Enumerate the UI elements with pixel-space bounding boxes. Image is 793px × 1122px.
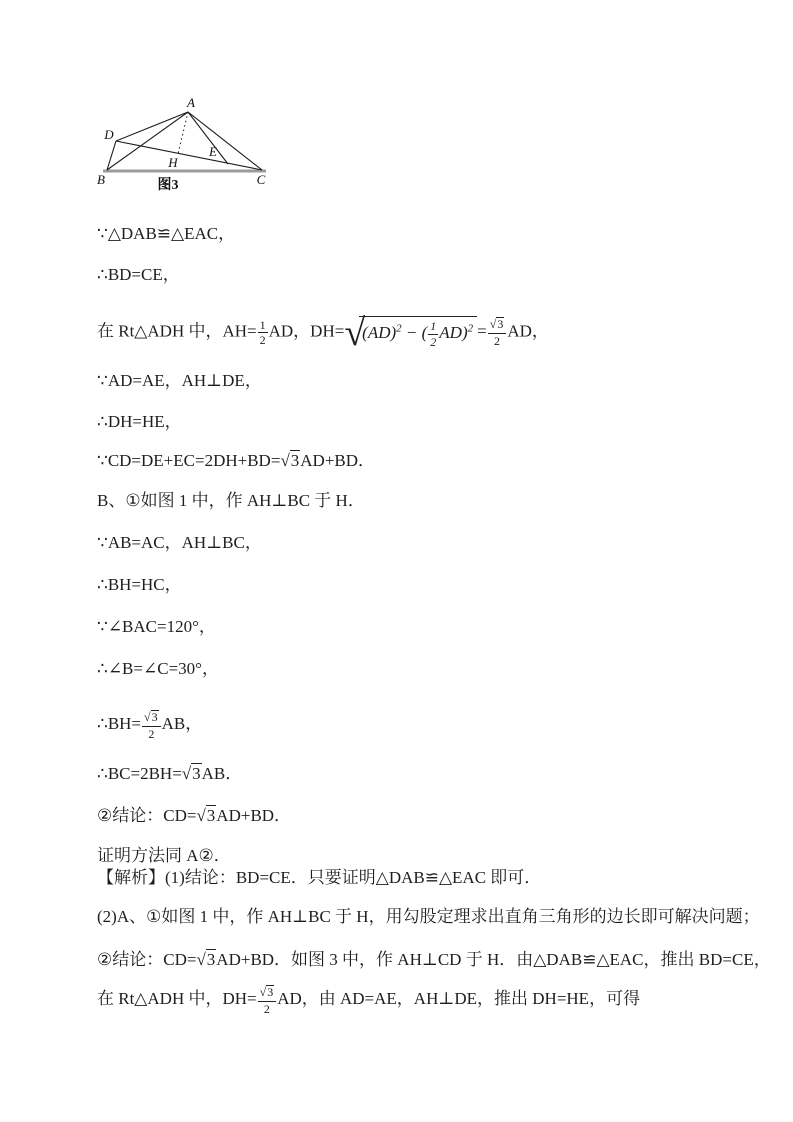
text-run: AB， bbox=[161, 714, 203, 734]
analysis-line-2: (2)A、①如图 1 中，作 AH⊥BC 于 H，用勾股定理求出直角三角形的边长即可解决问题； bbox=[97, 907, 760, 926]
radical-sign: √ bbox=[344, 311, 366, 354]
text-run: ∴BH= bbox=[97, 714, 142, 734]
text-run: AD， bbox=[507, 321, 549, 341]
fraction-one-half: $\frac{1}{2}$ bbox=[430, 319, 437, 349]
vertex-label-e: E bbox=[209, 144, 217, 159]
geometry-figure bbox=[85, 88, 285, 198]
vertex-label-c: C bbox=[256, 172, 266, 187]
sqrt3: √3 bbox=[280, 451, 300, 470]
proof-line-9: ∴BH=HC， bbox=[97, 575, 182, 594]
text-run: AD+BD．如图 3 中，作 AH⊥CD 于 H．由△DAB≌△EAC，推出 BD=CE， bbox=[216, 950, 771, 969]
proof-line-4: ∵AD=AE，AH⊥DE， bbox=[97, 371, 262, 390]
proof-line-14 bbox=[97, 805, 291, 826]
sqrt3: √3 bbox=[196, 806, 216, 825]
text-run: ②结论：CD= bbox=[97, 806, 197, 825]
vertex-label-a: A bbox=[187, 95, 195, 110]
proof-line-2: ∴BD=CE， bbox=[97, 265, 180, 284]
text-run: 在 Rt△ADH 中，DH= bbox=[97, 989, 257, 1009]
fraction-sqrt3-over-2: $\frac{√3}{2}$ bbox=[142, 710, 161, 740]
text-run: ∴BC=2BH= bbox=[97, 764, 182, 783]
vertex-label-h: H bbox=[168, 155, 178, 170]
proof-line-11: ∴∠B=∠C=30°， bbox=[97, 659, 219, 678]
text-run: AD，DH= bbox=[268, 321, 345, 341]
segment-dc bbox=[116, 141, 262, 170]
proof-line-6 bbox=[97, 450, 375, 471]
proof-line-8: ∵AB=AC，AH⊥BC， bbox=[97, 533, 262, 552]
segment-bd bbox=[107, 141, 116, 170]
text-run: ②结论：CD= bbox=[97, 950, 197, 969]
text-run: AD+BD． bbox=[300, 451, 376, 470]
vertex-label-b: B bbox=[97, 172, 105, 187]
text-run: ∵CD=DE+EC=2DH+BD= bbox=[97, 451, 281, 470]
fraction-sqrt3-over-2: $\frac{√3}{2}$ bbox=[258, 985, 277, 1015]
segment-ad bbox=[116, 112, 188, 141]
proof-line-13 bbox=[97, 763, 242, 784]
figure-caption: 图3 bbox=[157, 178, 179, 193]
radical-expression: √(AD)$^2$ − ( $\frac{1}{2}$ AD)$^2$ bbox=[344, 316, 477, 349]
proof-line-1: ∵△DAB≌△EAC， bbox=[97, 224, 236, 243]
analysis-line-4 bbox=[97, 985, 640, 1015]
vertex-label-d: D bbox=[104, 127, 114, 142]
analysis-line-1: 【解析】(1)结论：BD=CE．只要证明△DAB≌△EAC 即可． bbox=[97, 868, 542, 887]
proof-line-5: ∴DH=HE， bbox=[97, 412, 182, 431]
proof-line-15: 证明方法同 A②． bbox=[97, 846, 231, 865]
sqrt3: √3 bbox=[196, 950, 216, 969]
proof-line-7: B、①如图 1 中，作 AH⊥BC 于 H． bbox=[97, 491, 365, 510]
text-run: AD，由 AD=AE，AH⊥DE，推出 DH=HE，可得 bbox=[277, 989, 641, 1009]
text-run: AD+BD． bbox=[216, 806, 292, 825]
text-run: = bbox=[477, 321, 487, 341]
analysis-line-3 bbox=[97, 949, 771, 970]
text-run: 在 Rt△ADH 中，AH= bbox=[97, 321, 257, 341]
proof-line-3 bbox=[97, 311, 549, 354]
fraction-sqrt3-over-2: $\frac{√3}{2}$ bbox=[488, 317, 507, 347]
fraction-one-half: $\frac{1}{2}$ bbox=[259, 317, 266, 348]
text-run: AB． bbox=[201, 764, 243, 783]
proof-line-12 bbox=[97, 710, 202, 740]
segment-ac bbox=[188, 112, 262, 170]
proof-line-10: ∵∠BAC=120°， bbox=[97, 617, 216, 636]
sqrt3: √3 bbox=[181, 764, 201, 783]
